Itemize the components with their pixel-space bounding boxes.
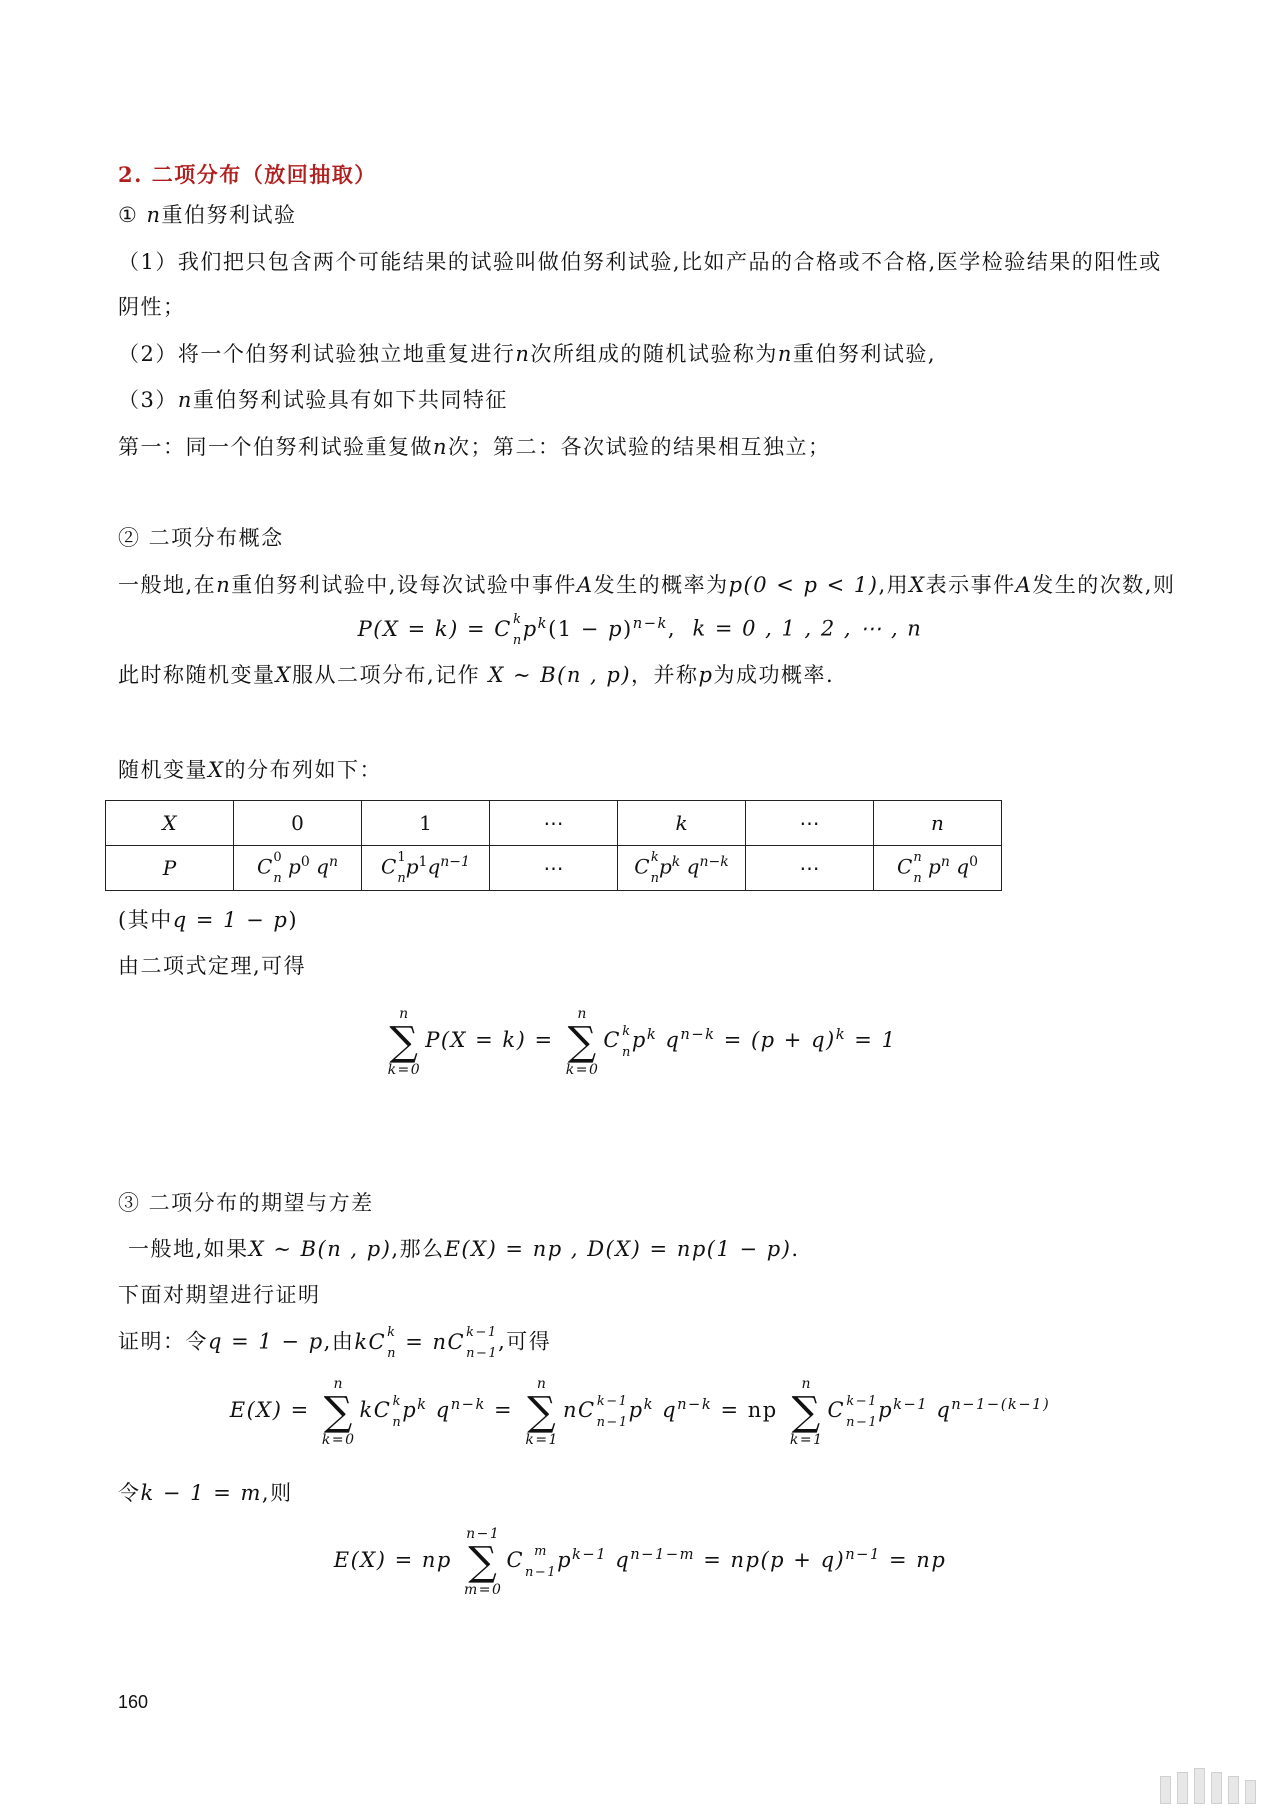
expectation-statement [128, 1234, 800, 1264]
proof-d: ,可得 [498, 1329, 552, 1354]
concept-intro [118, 570, 1175, 600]
var-p: p [698, 663, 714, 687]
footnote-pre: (其中 [118, 908, 173, 932]
proof-intro: 下面对期望进行证明 [118, 1283, 321, 1307]
let-pre: 令 [118, 1481, 141, 1505]
var-X: X [909, 573, 926, 597]
p2-post: 重伯努利试验, [792, 342, 937, 366]
sum-rhs-exp: k [835, 1026, 847, 1043]
intro-f: 发生的次数,则 [1032, 573, 1176, 597]
line1-d: E(X) = np , D(X) = np(1 − p) [444, 1237, 792, 1261]
var-n: n [515, 342, 531, 366]
p2-pre: （2）将一个伯努利试验独立地重复进行 [118, 342, 516, 366]
proof-b: q = 1 − p [208, 1329, 324, 1354]
notation: X ∼ B(n , p) [488, 663, 632, 687]
para-1b: 阴性； [118, 295, 186, 319]
line1-e: . [791, 1237, 800, 1261]
var-X: X [275, 663, 292, 687]
sum-rhs: = (p + q) [723, 1028, 836, 1052]
var-A: A [1015, 573, 1033, 597]
sum-symbol: n ∑ k=0 [321, 1375, 356, 1448]
para-2 [118, 339, 936, 369]
footnote-eq: q = 1 − p [172, 908, 289, 932]
var-n: n [177, 388, 193, 412]
var-n: n [777, 342, 793, 366]
table-cell: 1 [362, 801, 490, 846]
intro-d: ,用 [878, 573, 910, 597]
table-cell: P [106, 846, 234, 891]
proof-a: 证明：令 [118, 1329, 208, 1354]
caption-post: 的分布列如下： [224, 758, 382, 782]
table-footnote [118, 905, 298, 935]
distribution-table [105, 800, 1002, 891]
sum-equation: n ∑ k=0 P(X = k) = n ∑ k=0 C k n $p^k$ $q^{n-k} = (p + q)^k = 1$ [387, 1005, 897, 1078]
sum-rhs-end: = 1 [846, 1028, 897, 1052]
line1-a: 一般地,如果 [128, 1237, 249, 1261]
heading-expectation: ③ 二项分布的期望与方差 [118, 1191, 374, 1215]
condition: p(0 < p < 1) [728, 573, 879, 597]
line1-b: X ∼ B(n , p) [248, 1237, 392, 1261]
intro-b: 重伯努利试验中,设每次试验中事件 [231, 573, 577, 597]
formula-lhs: P(X = k) = [357, 616, 495, 641]
eq-np: = np [720, 1398, 778, 1422]
table-caption [118, 755, 382, 785]
table-cell: C k n $p^k$ $q^{n-k}$ [618, 846, 746, 891]
para-3 [118, 385, 508, 415]
note-a: 此时称随机变量 [118, 663, 276, 687]
page-number: 160 [118, 1692, 149, 1712]
note-c: ，并称 [631, 663, 699, 687]
sum-symbol: n ∑ k=0 [387, 1005, 422, 1078]
watermark-logo [1160, 1768, 1256, 1804]
note-b: 服从二项分布,记作 [291, 663, 481, 687]
p4-pre: 第一：同一个伯努利试验重复做 [118, 435, 433, 459]
p3-pre: （3） [118, 388, 178, 412]
proof-c: ,由 [323, 1329, 355, 1354]
table-cell: ⋯ [490, 846, 618, 891]
table-cell: 0 [234, 801, 362, 846]
table-cell: ⋯ [490, 801, 618, 846]
var-n: n [216, 573, 232, 597]
table-row [106, 801, 1002, 846]
sum-symbol: n ∑ k=0 [565, 1005, 600, 1078]
p3-post: 重伯努利试验具有如下共同特征 [192, 388, 508, 412]
heading-text: 重伯努利试验 [161, 203, 297, 227]
final-tail: = np(p + q) [703, 1548, 846, 1572]
p2-mid: 次所组成的随机试验称为 [530, 342, 778, 366]
substitution-line [118, 1478, 293, 1508]
table-row [106, 846, 1002, 891]
var-X: X [208, 758, 225, 782]
proof-setup: 证明：令q = 1 − p,由kC k n = nC k−1 n−1 ,可得 [118, 1325, 552, 1361]
para-4 [118, 432, 831, 462]
intro-e: 表示事件 [925, 573, 1016, 597]
theorem-line: 由二项式定理,可得 [118, 954, 307, 978]
let-post: ,则 [261, 1481, 293, 1505]
heading-binomial-concept: ② 二项分布概念 [118, 526, 284, 550]
sum-symbol: n ∑ k=1 [789, 1375, 824, 1448]
table-cell: C n n $p^n$ $q^0$ [874, 846, 1002, 891]
table-cell: k [618, 801, 746, 846]
dist-note [118, 660, 834, 690]
table-cell: ⋯ [746, 846, 874, 891]
table-cell: C 1 n $p^1q^{n-1}$ [362, 846, 490, 891]
var-n: n [433, 435, 449, 459]
k-range: k = 0 , 1 , 2 , ⋯ , n [692, 616, 923, 641]
intro-a: 一般地,在 [118, 573, 217, 597]
expectation-derivation: E(X) = n ∑ k=0 kC k n $p^k$ $q^{n-k}$ = n ∑ k=1 nC k−1 n−1 $p^k$ $q^{n-k}$ = np n ∑ k=1 C k−1 n−1 $p^{k-1}$ $q^{n-1-(k-1)}$ [229, 1375, 1051, 1448]
ex-lhs: E(X) = [333, 1548, 414, 1572]
table-cell: ⋯ [746, 801, 874, 846]
ex-lhs: E(X) = [229, 1398, 310, 1422]
final-end: = np [880, 1548, 947, 1572]
p4-post: 次；第二：各次试验的结果相互独立； [448, 435, 831, 459]
para-1: （1）我们把只包含两个可能结果的试验叫做伯努利试验,比如产品的合格或不合格,医学检验结果的阳性或 [118, 250, 1162, 274]
line1-c: ,那么 [391, 1237, 445, 1261]
var-n: n [146, 203, 162, 227]
note-d: 为成功概率. [713, 663, 835, 687]
section-title: 2. 二项分布（放回抽取） [118, 162, 377, 187]
table-cell: X [106, 801, 234, 846]
caption-pre: 随机变量 [118, 758, 208, 782]
pmf-formula: P(X = k) = C k n $p^k(1 - p)^{n-k}$, k = 0 , 1 , 2 , ⋯ , n [357, 612, 923, 648]
final-exp: n−1 [845, 1546, 881, 1563]
circled-1: ① [118, 203, 139, 227]
table-cell: C 0 n $p^0$ $q^n$ [234, 846, 362, 891]
sum-lhs: P(X = k) = [425, 1028, 554, 1052]
let-eq: k − 1 = m [140, 1481, 262, 1505]
final-expectation: E(X) = np n−1 ∑ m=0 C m n−1 $p^{k-1}$ $q^{n-1-m} = np(p + q)^{n-1}$ = np [333, 1525, 947, 1598]
sum-symbol: n ∑ k=1 [525, 1375, 559, 1448]
heading-bernoulli [118, 200, 297, 230]
sum-symbol: n−1 ∑ m=0 [464, 1525, 503, 1598]
footnote-post: ) [288, 908, 299, 932]
table-cell: n [874, 801, 1002, 846]
intro-c: 发生的概率为 [593, 573, 729, 597]
var-A: A [576, 573, 594, 597]
